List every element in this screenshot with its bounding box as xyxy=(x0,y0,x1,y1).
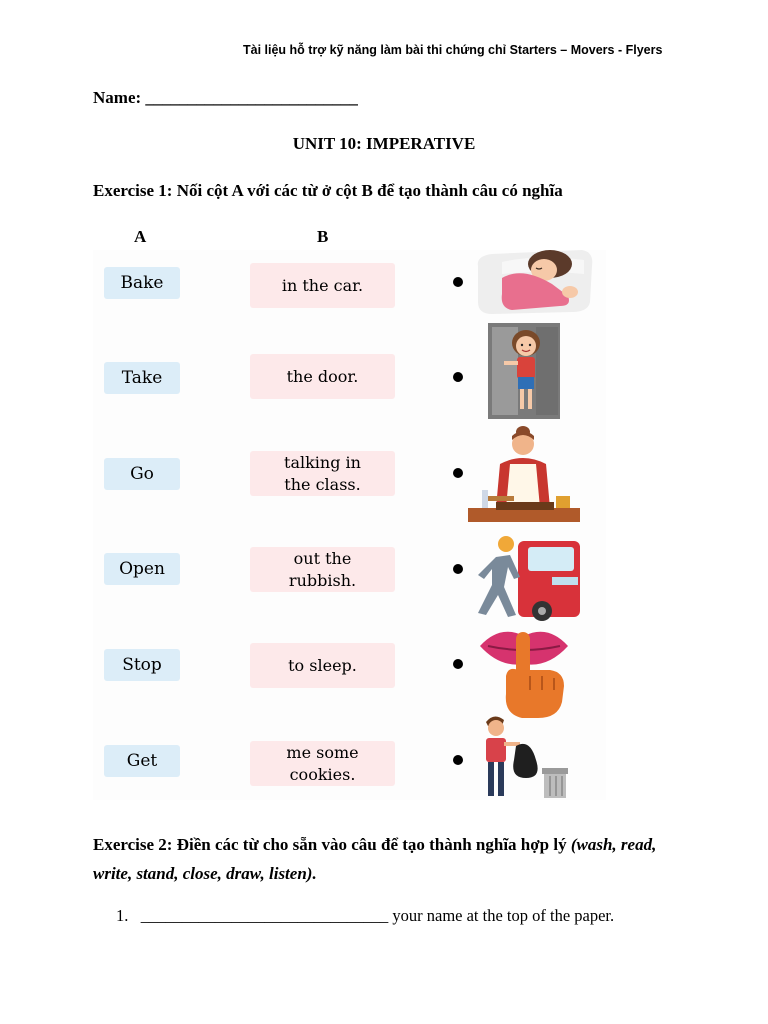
header-note: Tài liệu hỗ trợ kỹ năng làm bài thi chứng chỉ Starters – Movers - Flyers xyxy=(243,43,663,57)
column-b-text: to sleep. xyxy=(288,655,357,675)
match-dot[interactable] xyxy=(453,755,463,765)
column-a-item: Take xyxy=(104,362,180,394)
column-a-item: Open xyxy=(104,553,180,585)
exercise1-title: Exercise 1: Nối cột A với các từ ở cột B để tạo thành câu có nghĩa xyxy=(93,181,563,200)
unit-title: UNIT 10: IMPERATIVE xyxy=(292,134,476,153)
column-b-item xyxy=(250,741,395,786)
column-a-item: Go xyxy=(104,458,180,490)
column-b-text: the door. xyxy=(286,366,359,386)
column-b-item xyxy=(250,451,395,496)
exercise2-title xyxy=(93,830,693,888)
exercise2-word-list: (wash, read, write, stand, close, draw, listen). xyxy=(93,835,657,883)
match-dot[interactable] xyxy=(453,468,463,478)
column-b-item xyxy=(250,547,395,592)
match-dot[interactable] xyxy=(453,564,463,574)
column-b-text: me some xyxy=(286,742,359,762)
question-1 xyxy=(116,906,614,926)
column-b-text: out the xyxy=(293,548,352,568)
name-field-line: Name: _________________________ xyxy=(93,88,358,107)
exercise2-instruction: Exercise 2: Điền các từ cho sẵn vào câu để tạo thành nghĩa hợp lý xyxy=(93,835,567,854)
column-b-item xyxy=(250,643,395,688)
column-b-text: cookies. xyxy=(289,764,356,784)
match-dot[interactable] xyxy=(453,659,463,669)
finger-on-lips-icon xyxy=(478,624,570,720)
girl-opening-door-icon xyxy=(486,321,562,421)
column-a-item: Bake xyxy=(104,267,180,299)
man-walking-to-car-icon xyxy=(470,535,580,621)
sleeping-girl-icon xyxy=(472,244,596,316)
column-b-text: in the car. xyxy=(281,275,364,295)
match-dot[interactable] xyxy=(453,372,463,382)
column-b-heading: B xyxy=(317,227,329,246)
column-a-item: Stop xyxy=(104,649,180,681)
woman-baking-icon xyxy=(468,424,580,524)
question-number: 1. xyxy=(116,906,129,925)
column-b-item xyxy=(250,263,395,308)
column-a-item: Get xyxy=(104,745,180,777)
question-text[interactable]: ______________________________ your name at the top of the paper. xyxy=(140,906,615,925)
match-dot[interactable] xyxy=(453,277,463,287)
column-b-text: the class. xyxy=(284,474,361,494)
column-b-item xyxy=(250,354,395,399)
column-a-heading: A xyxy=(134,227,147,246)
boy-with-rubbish-bag-icon xyxy=(478,712,572,800)
column-b-text: rubbish. xyxy=(288,570,357,590)
column-b-text: talking in xyxy=(284,452,361,472)
